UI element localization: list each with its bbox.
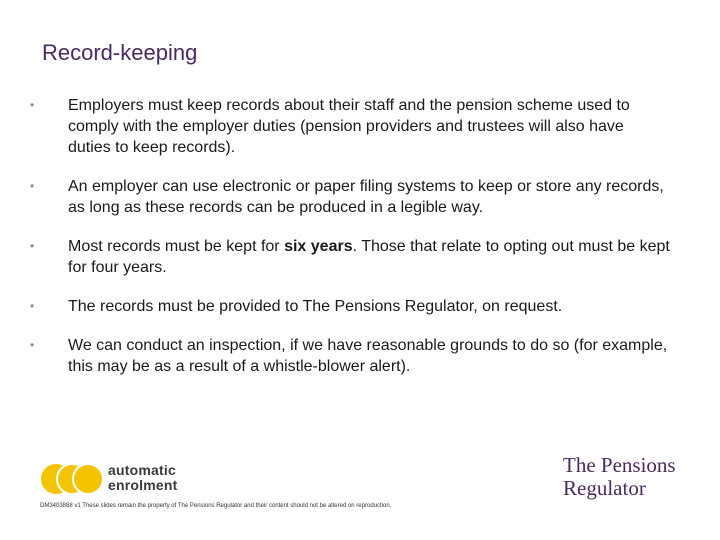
bullet-item bbox=[30, 95, 670, 158]
bullet-text-part: We can conduct an inspection, if we have reasonable grounds to do so (for example, this may be as a result of a whistle-blower alert). bbox=[68, 337, 668, 375]
footer-disclaimer: DM3403888 v1 These slides remain the property of The Pensions Regulator and their content should not be altered on reproduction. bbox=[40, 503, 392, 509]
bullet-text-part: Employers must keep records about their staff and the pension scheme used to comply with the employer duties (pension providers and trustees will also have duties to keep records). bbox=[68, 97, 630, 156]
bullet-dot-icon: • bbox=[30, 179, 35, 193]
bullet-text bbox=[68, 238, 670, 276]
bullet-text-part: The records must be provided to The Pensions Regulator, on request. bbox=[68, 298, 563, 315]
bullet-item bbox=[30, 296, 670, 317]
bullet-dot-icon: • bbox=[30, 299, 35, 313]
slide-title: Record-keeping bbox=[42, 40, 198, 65]
bullet-item bbox=[30, 335, 670, 377]
bullet-dot-icon: • bbox=[30, 338, 35, 352]
automatic-enrolment-logo bbox=[40, 460, 200, 500]
pensions-regulator-logo bbox=[563, 454, 676, 500]
bullet-emphasis: six years bbox=[284, 238, 353, 255]
bullet-text-part: Most records must be kept for bbox=[68, 238, 285, 255]
bullet-dot-icon: • bbox=[30, 239, 35, 253]
tpr-logo-line1: The Pensions bbox=[563, 453, 676, 477]
bullet-text bbox=[68, 178, 664, 216]
tpr-logo-line2: Regulator bbox=[563, 476, 646, 500]
bullet-text bbox=[68, 298, 562, 315]
bullet-text-part: An employer can use electronic or paper filing systems to keep or store any records, as long as these records can be produced in a legible way. bbox=[68, 178, 664, 216]
bullet-text-part: . Those that relate to opting out must be kept for four years. bbox=[68, 238, 670, 276]
bullet-item bbox=[30, 236, 670, 278]
ae-logo-line1: automatic bbox=[108, 462, 176, 478]
bullet-item bbox=[30, 176, 670, 218]
ae-logo-line2: enrolment bbox=[108, 477, 178, 493]
bullet-text bbox=[68, 97, 630, 156]
bullet-text bbox=[68, 337, 667, 375]
bullet-list bbox=[30, 95, 670, 395]
bullet-dot-icon: • bbox=[30, 98, 35, 112]
ae-circles-icon bbox=[40, 463, 104, 495]
